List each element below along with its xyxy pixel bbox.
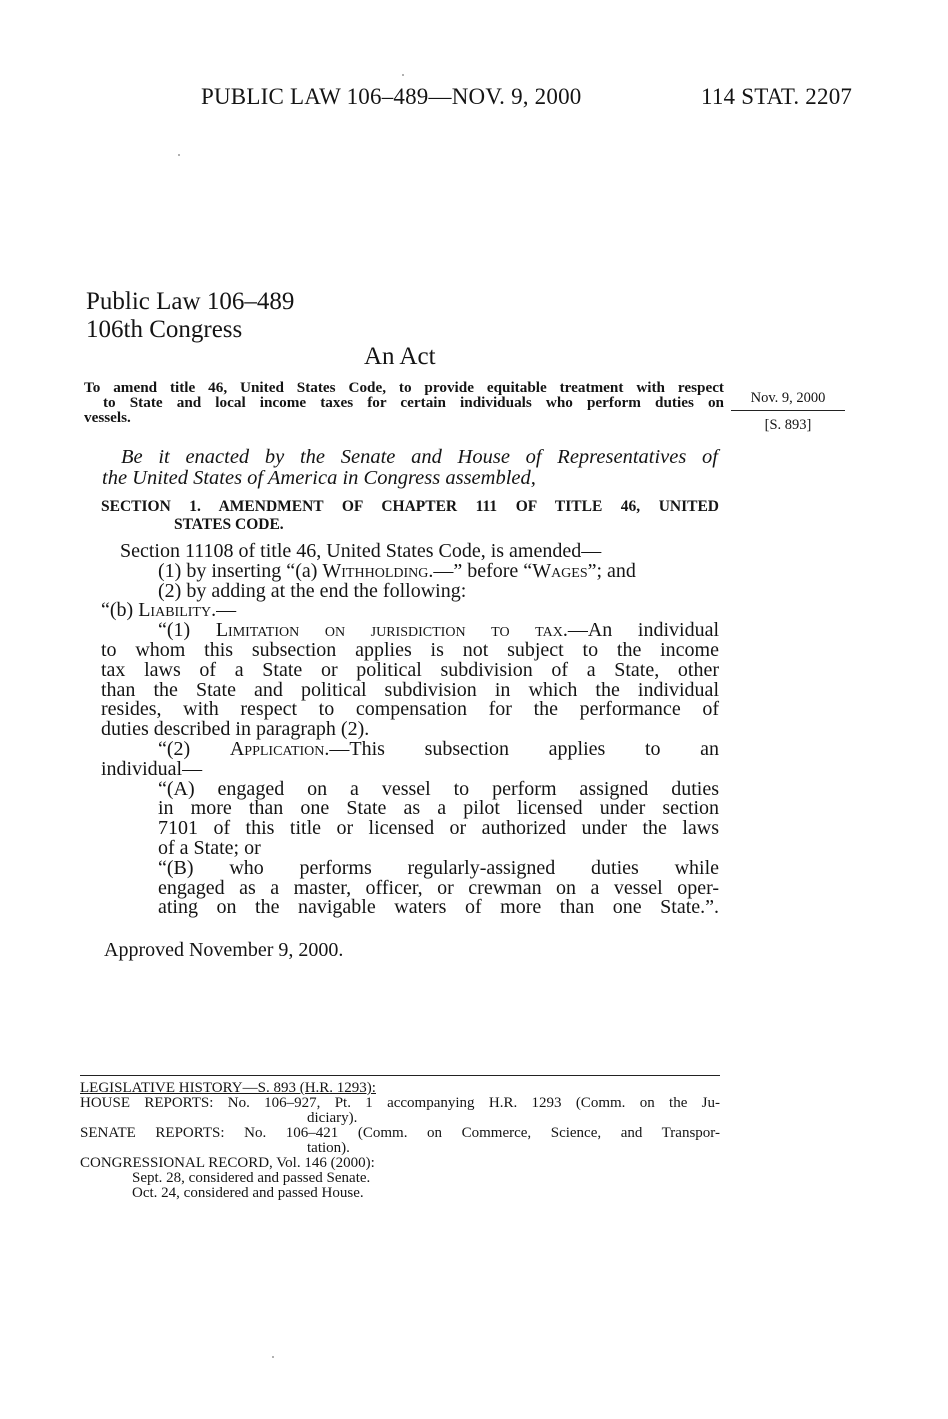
senate-reports: SENATE REPORTS: No. 106–421 (Comm. on Commerce, Science, and Transpor- [80,1125,720,1141]
body-line: of a State; or [158,836,261,859]
body-line: to whom this subsection applies is not subject to the income [101,638,719,661]
enacting-line: the United States of America in Congress assembled, [102,467,536,489]
body-line: Section 11108 of title 46, United States Code, is amended— [120,540,602,562]
public-law-number: Public Law 106–489 [86,288,295,315]
section-heading [101,498,719,534]
margin-date: Nov. 9, 2000 [731,390,845,411]
body-line: “(b) Liability.— [101,599,237,622]
house-reports: HOUSE REPORTS: No. 106–927, Pt. 1 accompanying H.R. 1293 (Comm. on the Ju- [80,1095,720,1111]
body-line: duties described in paragraph (2). [101,718,370,741]
body-line: individual— [101,757,203,780]
congress-number: 106th Congress [86,316,243,343]
purpose-line: To amend title 46, United States Code, to provide equitable treatment with respect [84,379,724,396]
body-line: (2) by adding at the end the following: [158,579,467,602]
body-line: engaged as a master, officer, or crewman on a vessel oper- [158,876,719,899]
legislative-history [80,1081,720,1201]
act-heading: An Act [364,343,436,370]
senate-reports-cont: tation). [307,1140,350,1156]
scan-speck [272,1356,274,1358]
record-entry: Sept. 28, considered and passed Senate. [132,1170,371,1186]
footnote-divider [80,1075,720,1076]
scan-speck [402,74,404,76]
body-line: “(B) who performs regularly-assigned duties while [158,856,719,879]
section-heading-line: STATES CODE. [174,516,284,533]
section-body [101,542,719,918]
legislative-history-title: LEGISLATIVE HISTORY—S. 893 (H.R. 1293): [80,1080,376,1096]
body-line: in more than one State as a pilot licensed under section [158,797,719,820]
congressional-record: CONGRESSIONAL RECORD, Vol. 146 (2000): [80,1155,375,1171]
margin-bill-number: [S. 893] [764,417,812,433]
margin-note [731,390,845,434]
purpose-line: to State and local income taxes for certain individuals who perform duties on [103,394,724,411]
section-heading-line: SECTION 1. AMENDMENT OF CHAPTER 111 OF TITLE 46, UNITED [101,498,719,515]
body-line: “(2) Application.—This subsection applies to an [158,737,720,760]
running-header-page: 114 STAT. 2207 [701,84,853,109]
body-line: tax laws of a State or political subdivision of a State, other [101,658,719,681]
enacting-line: Be it enacted by the Senate and House of Representatives of [121,446,718,468]
purpose-line: vessels. [84,409,131,426]
approval-date: Approved November 9, 2000. [104,939,344,961]
body-line: 7101 of this title or licensed or authorized under the laws [158,817,719,840]
body-line: than the State and political subdivision in which the individual [101,678,719,701]
running-header-title: PUBLIC LAW 106–489—NOV. 9, 2000 [201,84,582,109]
body-line: resides, with respect to compensation for the performance of [101,698,719,721]
record-entry: Oct. 24, considered and passed House. [132,1185,364,1201]
act-purpose [84,380,724,425]
house-reports-cont: diciary). [307,1110,358,1126]
body-line: (1) by inserting “(a) Withholding.—” before “Wages”; and [158,559,636,582]
body-line: ating on the navigable waters of more than one State.”. [158,896,719,919]
enacting-clause [102,447,718,489]
body-line: “(1) Limitation on jurisdiction to tax.—An individual [158,619,719,642]
scan-speck [178,154,180,156]
body-line: “(A) engaged on a vessel to perform assigned duties [158,777,719,800]
